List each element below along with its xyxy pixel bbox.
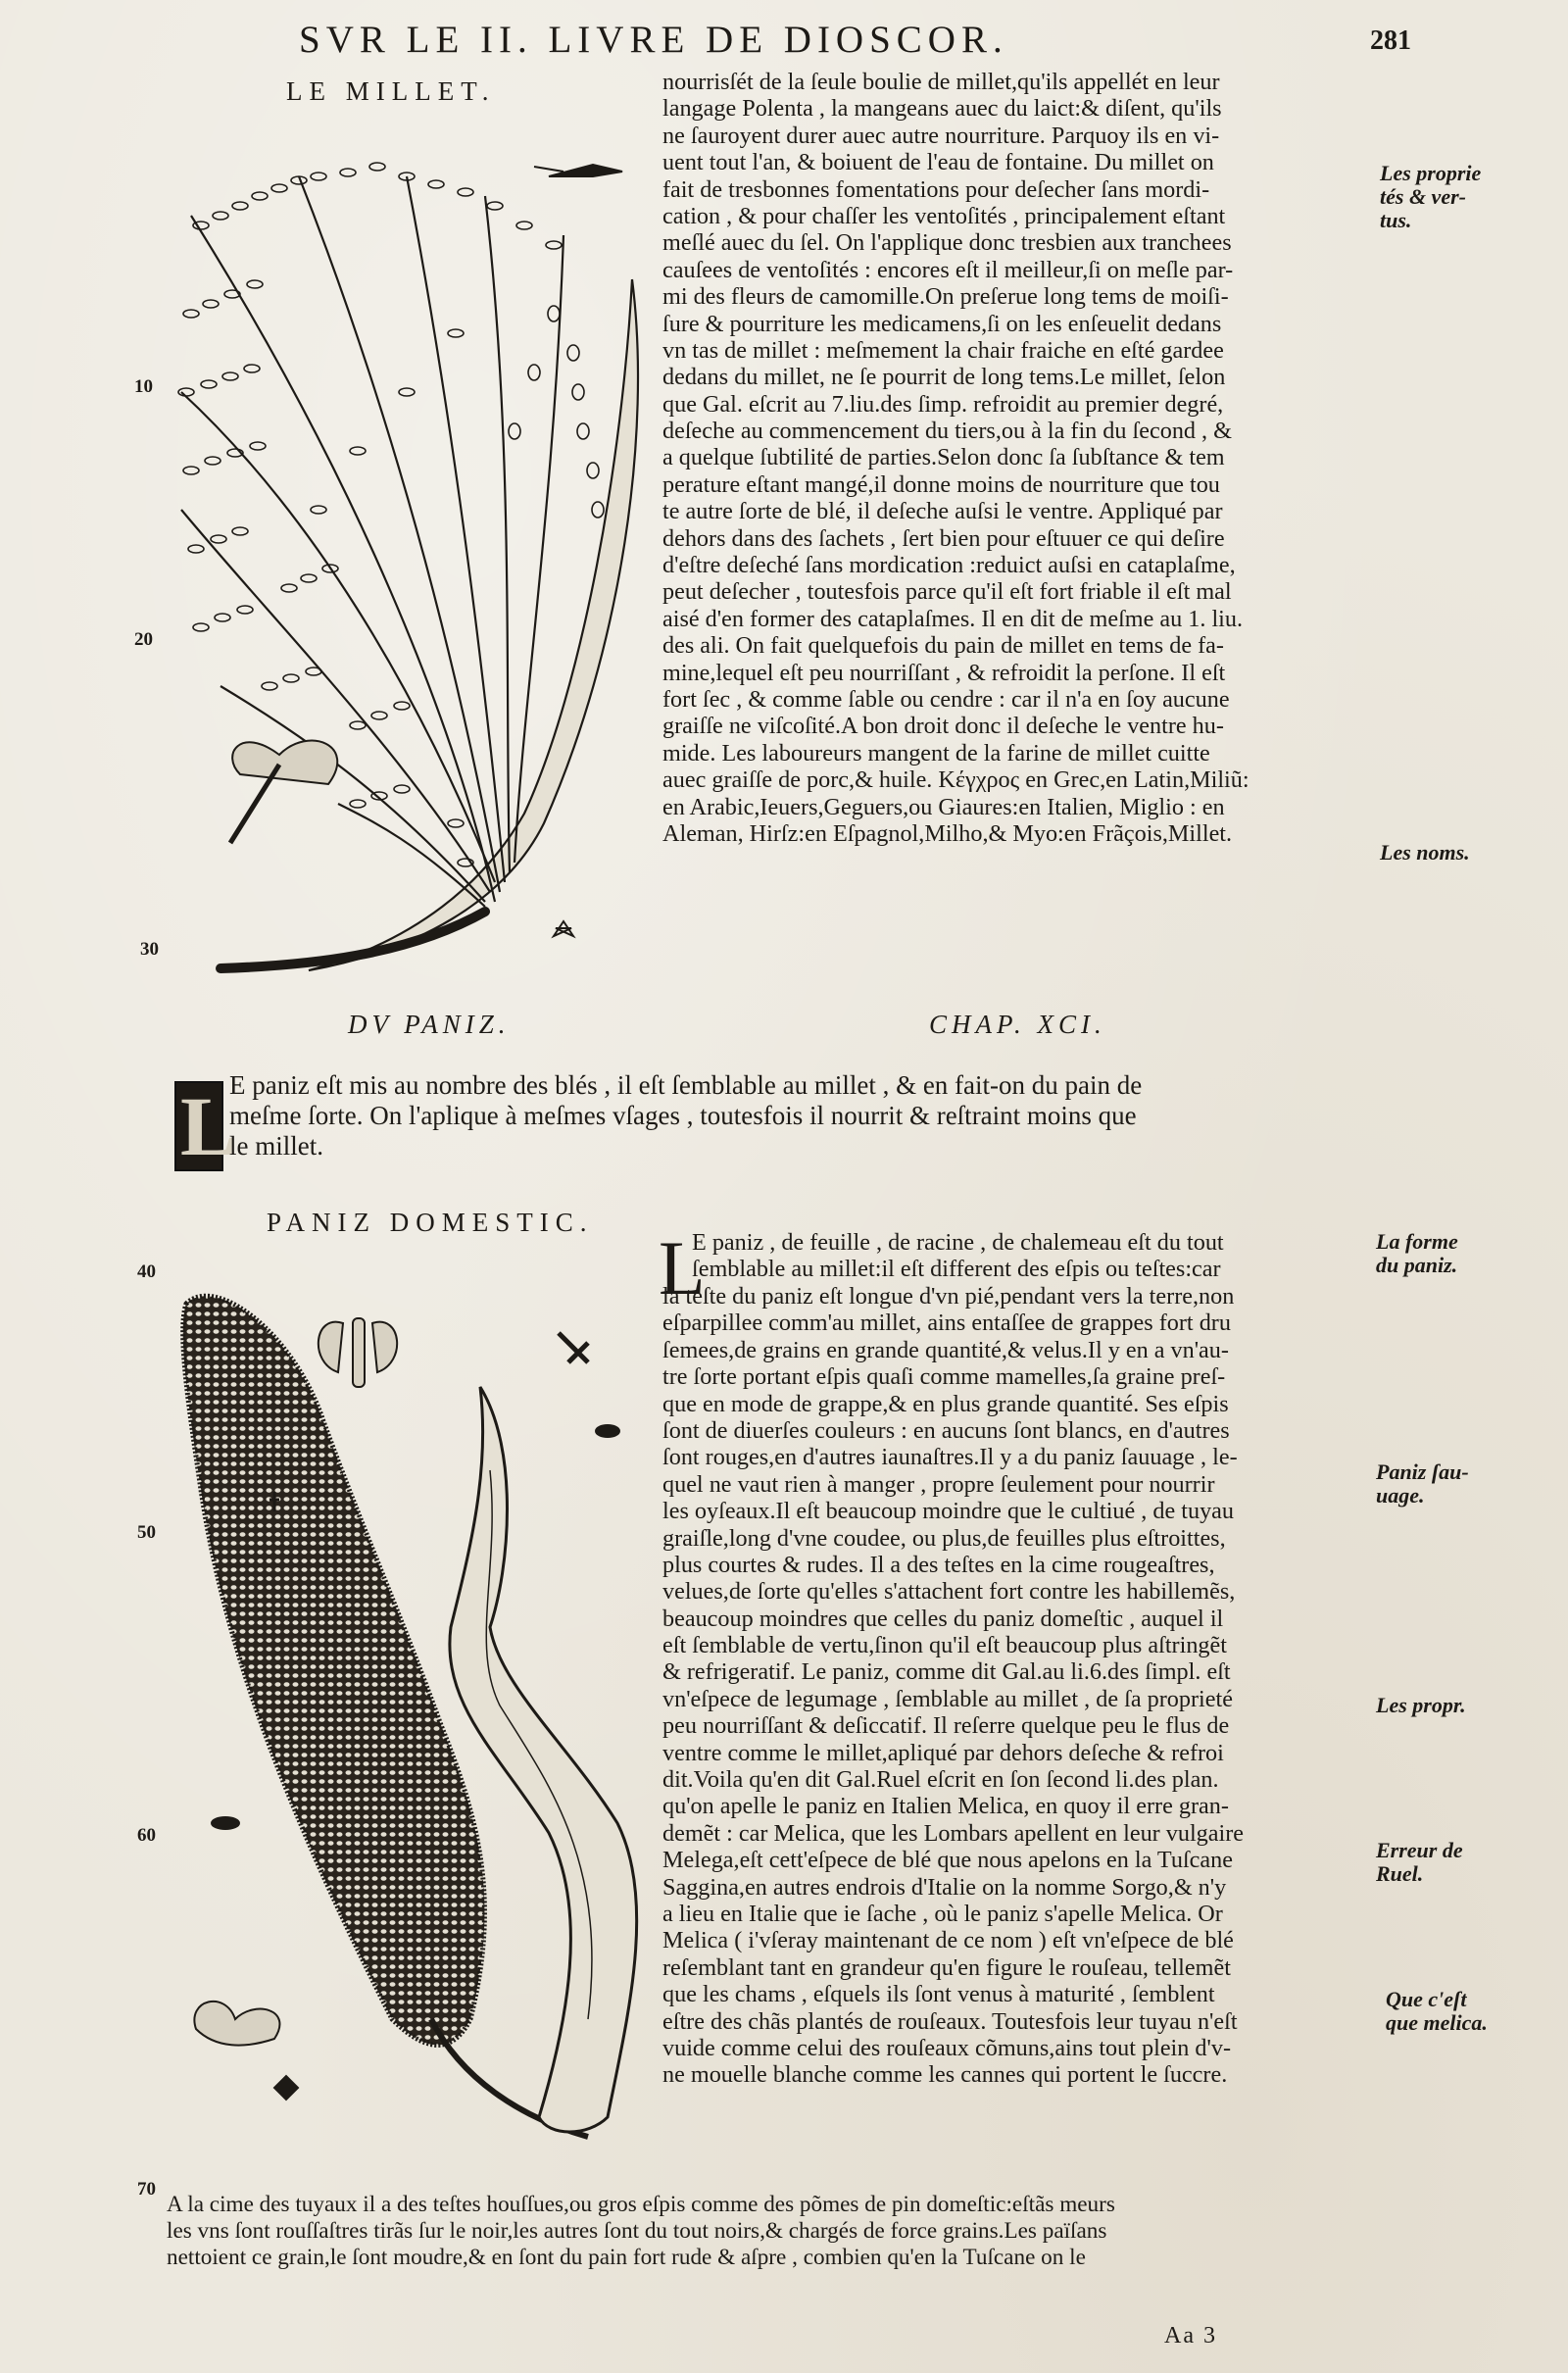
text-line: demẽt : car Melica, que les Lombars apellent en leur vulgaire	[662, 1819, 1245, 1847]
text-line: nourrisſét de la ſeule boulie de millet,qu'ils appellét en leur	[662, 69, 1220, 95]
text-line: A la cime des tuyaux il a des teſtes houſſues,ou gros eſpis comme des põmes de pin domeſtic:eſtãs meurs	[167, 2192, 1115, 2217]
text-line: Melica ( i'vſeray maintenant de ce nom ) eſt vn'eſpece de blé	[662, 1927, 1234, 1954]
text-line: en Arabic,Ieuers,Geguers,ou Giaures:en Italien, Miglio : en	[662, 793, 1225, 820]
text-line: & refrigeratif. Le paniz, comme dit Gal.au li.6.des ſimpl. eſt	[662, 1658, 1231, 1686]
text-line: perature eſtant mangé,il donne moins de nourriture que tou	[662, 470, 1220, 498]
text-line: langage Polenta , la mangeans auec du laict:& diſent, qu'ils	[662, 95, 1222, 123]
text-line: auec graiſſe de porc,& huile. Κέγχρος en Grec,en Latin,Miliũ:	[662, 766, 1250, 794]
page-number: 281	[1370, 25, 1411, 56]
signature-mark: Aa 3	[1164, 2323, 1217, 2348]
text-line: le millet.	[229, 1131, 323, 1161]
text-line: ſemblable au millet:il eſt different des eſpis ou teſtes:car	[692, 1256, 1221, 1283]
line-number: 70	[137, 2179, 156, 2200]
text-line: aisé d'en former des cataplaſmes. Il en dit de meſme au 1. liu.	[662, 605, 1244, 632]
text-line: ne ſauroyent durer auec autre nourriture. Parquoy ils en vi-	[662, 122, 1220, 149]
text-line: a lieu en Italie que ie ſache , où le paniz s'apelle Melica. Or	[662, 1900, 1223, 1927]
text-line: reſemblant tant en grandeur qu'en figure le rouſeau, tellemẽt	[662, 1953, 1231, 1981]
text-line: quel ne vaut rien à manger , propre ſeulement pour nourrir	[662, 1470, 1215, 1498]
text-line: peut deſecher , toutesfois parce qu'il eſt fort friable il eſt mal	[662, 578, 1232, 606]
millet-text-column	[662, 69, 1250, 847]
text-line: eſtre des chãs plantés de rouſeaux. Toutesfois leur tuyau n'eſt	[662, 2007, 1238, 2035]
text-line: mide. Les laboureurs mangent de la farine de millet cuitte	[662, 739, 1210, 766]
text-line: mi des fleurs de camomille.On preſerue long tems de moiſi-	[662, 283, 1229, 311]
margin-note-noms: Les noms.	[1380, 840, 1470, 865]
line-number: 50	[137, 1522, 156, 1543]
text-line: cauſees de ventoſités : encores eſt il meilleur,ſi on meſle par-	[662, 256, 1234, 283]
text-line: meſlé auec du ſel. On l'applique donc tresbien aux tranchees	[662, 229, 1232, 257]
text-line: fait de tresbonnes fomentations pour deſecher ſans mordi-	[662, 175, 1210, 203]
text-line: Saggina,en autres endrois d'Italie on la nomme Sorgo,& n'y	[662, 1873, 1227, 1901]
margin-note-proprietes-paniz: Les propr.	[1376, 1693, 1466, 1717]
text-line: ſemees,de grains en grande quantité,& velus.Il y en a vn'au-	[662, 1336, 1229, 1363]
running-head: SVR LE II. LIVRE DE DIOSCOR.	[299, 19, 1008, 61]
text-line: graiſſe ne viſcoſité.A bon droit donc il deſeche le ventre hu-	[662, 713, 1224, 740]
text-line: tre ſorte portant eſpis quaſi comme mamelles,ſa graine preſ-	[662, 1363, 1226, 1391]
text-line: d'eſtre deſeché ſans mordication :reduict auſsi en cataplaſme,	[662, 552, 1236, 579]
text-line: ſont de diuerſes couleurs : en aucuns ſont blancs, en d'autres	[662, 1416, 1230, 1444]
text-line: uent tout l'an, & boiuent de l'eau de fontaine. Du millet on	[662, 149, 1214, 176]
text-line: graiſle,long d'vne coudee, ou plus,de feuilles plus eſtroittes,	[662, 1524, 1226, 1552]
text-line: plus courtes & rudes. Il a des teſtes en la cime rougeaſtres,	[662, 1551, 1215, 1578]
text-line: vn tas de millet : meſmement la chair fraiche en eſté gardee	[662, 336, 1224, 364]
text-line: ſure & pourriture les medicamens,ſi on les enſeuelit dedans	[662, 310, 1222, 337]
margin-note-erreur-ruel: Erreur de Ruel.	[1376, 1838, 1463, 1886]
text-line: dedans du millet, ne ſe pourrit de long tems.Le millet, ſelon	[662, 364, 1226, 391]
text-line: que en mode de grappe,& en plus grande quantité. Ses eſpis	[662, 1390, 1229, 1417]
text-line: vuide comme celui des rouſeaux cõmuns,ains tout plein d'v-	[662, 2034, 1232, 2061]
text-line: eſparpillee comm'au millet, ains entaſſee de grappes fort dru	[662, 1310, 1231, 1337]
initial-letter: L	[659, 1225, 706, 1310]
line-number: 20	[134, 629, 153, 650]
chapter-number: CHAP. XCI.	[929, 1010, 1106, 1039]
section-title-paniz: PANIZ DOMESTIC.	[267, 1208, 594, 1237]
text-line: E paniz eſt mis au nombre des blés , il eſt ſemblable au millet , & en fait-on du pain de	[229, 1070, 1143, 1100]
text-line: Aleman, Hirſz:en Eſpagnol,Milho,& Myo:en Frãçois,Millet.	[662, 819, 1233, 847]
margin-note-forme: La forme du paniz.	[1376, 1229, 1458, 1277]
paniz-first-line	[692, 1229, 1224, 1283]
text-line: E paniz , de feuille , de racine , de chalemeau eſt du tout	[692, 1229, 1224, 1256]
text-line: les oyſeaux.Il eſt beaucoup moindre que le cultiué , de tuyau	[662, 1498, 1234, 1525]
margin-note-melica: Que c'eſt que melica.	[1386, 1987, 1488, 2035]
paniz-illustration	[176, 1274, 657, 2156]
text-line: deſeche au commencement du tiers,ou à la fin du ſecond , &	[662, 418, 1232, 445]
line-number: 40	[137, 1261, 156, 1282]
text-line: Melega,eſt cett'eſpece de blé que nous apelons en la Tuſcane	[662, 1847, 1233, 1874]
text-line: fort ſec , & comme ſable ou cendre : car il n'a en ſoy aucune	[662, 685, 1230, 713]
text-line: ne mouelle blanche comme les cannes qui portent le ſuccre.	[662, 2061, 1228, 2089]
line-number: 30	[140, 939, 159, 960]
text-line: dit.Voila qu'en dit Gal.Ruel eſcrit en ſon ſecond li.des plan.	[662, 1766, 1219, 1794]
text-line: mine,lequel eſt peu nourriſſant , & refroidit la perſone. Il eſt	[662, 659, 1226, 686]
text-line: velues,de ſorte qu'elles s'attachent fort contre les habillemẽs,	[662, 1578, 1236, 1606]
text-line: vn'eſpece de legumage , ſemblable au millet , de ſa proprieté	[662, 1685, 1233, 1712]
text-line: les vns ſont rouſſaſtres tirãs ſur le noir,les autres ſont du tout noirs,& chargés de force grains.Les païſans	[167, 2218, 1107, 2244]
section-title-millet: LE MILLET.	[286, 76, 496, 106]
text-line: a quelque ſubtilité de parties.Selon donc ſa ſubſtance & tem	[662, 444, 1225, 471]
paniz-text-column	[662, 1283, 1244, 2089]
millet-illustration	[162, 137, 662, 990]
text-line: beaucoup moindres que celles du paniz domeſtic , auquel il	[662, 1605, 1224, 1632]
text-line: eſt ſemblable de vertu,ſinon qu'il eſt beaucoup plus aſtringẽt	[662, 1632, 1227, 1659]
text-line: qu'on apelle le paniz en Italien Melica, en quoy il erre gran-	[662, 1793, 1229, 1820]
line-number: 10	[134, 376, 153, 397]
paniz-bottom-text	[167, 2192, 1115, 2271]
text-line: nettoient ce grain,le ſont moudre,& en ſont du pain fort rude & aſpre , combien qu'en la Tuſcane on le	[167, 2245, 1086, 2270]
decorated-initial: L	[174, 1081, 223, 1171]
text-line: cation , & pour chaſſer les ventoſités , principalement eſtant	[662, 202, 1226, 229]
text-line: te autre ſorte de blé, il deſeche auſsi le ventre. Appliqué par	[662, 498, 1223, 525]
text-line: des ali. On fait quelquefois du pain de millet en tems de fa-	[662, 632, 1224, 660]
margin-note-sauvage: Paniz ſau- uage.	[1376, 1459, 1469, 1508]
chapter-title: DV PANIZ.	[348, 1010, 511, 1039]
text-line: que les chams , eſquels ils ſont venus à maturité , ſemblent	[662, 1981, 1215, 2008]
text-line: ventre comme le millet,apliqué par dehors deſeche & refroi	[662, 1739, 1224, 1766]
text-line: que Gal. eſcrit au 7.liu.des ſimp. refroidit au premier degré,	[662, 390, 1224, 418]
text-line: ſont rouges,en d'autres iaunaſtres.Il y a du paniz ſauuage , le-	[662, 1444, 1238, 1471]
line-number: 60	[137, 1825, 156, 1846]
text-line: la teſte du paniz eſt longue d'vn pié,pendant vers la terre,non	[662, 1283, 1235, 1310]
chapter-intro	[229, 1070, 1142, 1162]
text-line: dehors dans des ſachets , ſert bien pour eſtuuer ce qui deſire	[662, 524, 1225, 552]
text-line: meſme ſorte. On l'aplique à meſmes vſages , toutesfois il nourrit & reſtraint moins que	[229, 1101, 1137, 1130]
text-line: peu nourriſſant & deſiccatif. Il reſerre quelque peu le flus de	[662, 1712, 1230, 1740]
margin-note-proprietes: Les proprie tés & ver- tus.	[1380, 161, 1482, 232]
